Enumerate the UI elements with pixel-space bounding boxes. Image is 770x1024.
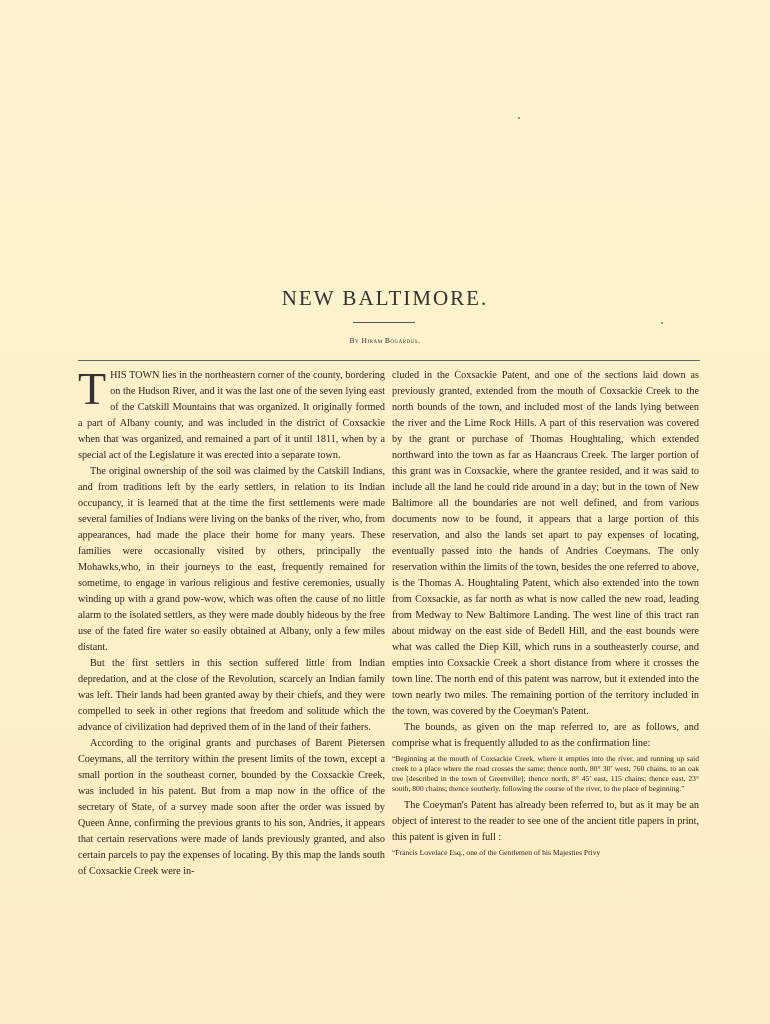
paragraph: The original ownership of the soil was claimed by the Catskill Indians, and from traditions left by the early settlers, in relation to its Indian occupancy, it is learned that at the time the first settlements were made several families of Indians were living on the banks of the river, who, from appearances, had made the place their home for many years. These families were occasionally visited by others, principally the Mohawks,who, in their journeys to the east, frequently remained for sometime, to engage in various religious and festive ceremonies, usually winding up with a grand pow-wow, which was often the cause of no little alarm to the isolated settlers, as they were made doubly hideous by the free use of the fated fire water so easily obtained at Albany, only a few miles distant.	[78, 466, 385, 653]
paragraph: But the first settlers in this section suffered little from Indian depredation, and at the close of the Revolution, scarcely an Indian family was left. Their lands had been granted away by their chiefs, and they were compelled to seek in other regions that freedom and solitude which the advance of civilization had deprived them of in the land of their fathers.	[78, 658, 385, 733]
header-rule	[78, 360, 700, 361]
byline-author: Hiram Bogardus.	[361, 336, 421, 345]
paragraph: The bounds, as given on the map referred to, are as follows, and comprise what is frequently alluded to as the confirmation line:	[392, 722, 699, 749]
article-byline	[0, 336, 770, 345]
title-rule	[353, 322, 415, 323]
right-column	[392, 368, 699, 858]
paper-speck	[661, 322, 663, 324]
paragraph-text: HIS TOWN lies in the northeastern corner of the county, bordering on the Hudson River, and it was the last one of the seven lying east of the Catskill Mountains that was organized. It originally formed a part of Albany county, and was included in the district of Coxsackie when that was organized, and remained a part of it until 1811, when by a special act of the Legislature it was erected into a separate town.	[78, 370, 385, 461]
paragraph: cluded in the Coxsackie Patent, and one of the sections laid down as previously granted, extended from the mouth of Coxsackie Creek to the north bounds of the town, and included most of the lands lying between the river and the Lime Rock Hills. A part of this reservation was covered by the grant or purchase of Thomas Houghtaling, which extended northward into the town as far as Haancraus Creek. The larger portion of this grant was in Coxsackie, where the grantee resided, and it was said to include all the land he could ride around in a day; but in the town of New Baltimore all the boundaries are not well defined, and from various documents now to be found, it appears that a large portion of this reservation, and also the lands set apart to pay expenses of locating, eventually passed into the hands of Andries Coeymans. The only reservation within the limits of the town, besides the one referred to above, is the Thomas A. Houghtaling Patent, which also extended into the town from Coxsackie, as far north as what is now called the new road, leading from Medway to New Baltimore Landing. The west line of this tract ran about midway on the east side of Bedell Hill, and the east bounds were what was called the Diep Kill, which runs in a southeasterly course, and empties into Coxsackie Creek a short distance from where it crosses the town line. The north end of this patent was narrow, but it extended into the town nearly two miles. The remaining portion of the territory included in the town, was covered by the Coeyman's Patent.	[392, 370, 699, 717]
paragraph: The Coeyman's Patent has already been referred to, but as it may be an object of interest to the reader to see one of the ancient title papers in print, this patent is given in full :	[392, 800, 699, 843]
paper-speck	[518, 117, 520, 119]
patent-quote-start: “Francis Lovelace Esq., one of the Gentlemen of his Majesties Privy	[392, 848, 601, 857]
boundary-quote: “Beginning at the mouth of Coxsackie Creek, where it empties into the river, and running up said creek to a place where the road crosses the same; thence north, 80° 30’ west, 760 chains, to an oak tree [described in the town of Greenville]; thence north, 8° 45’ east, 115 chains; thence east, 23° south, 800 chains; thence southerly, following the course of the river, to the place of beginning.”	[392, 754, 699, 793]
paragraph	[78, 363, 385, 464]
article-title: NEW BALTIMORE.	[281, 286, 489, 310]
left-column	[78, 363, 385, 880]
drop-cap: T	[78, 363, 107, 414]
paragraph: According to the original grants and purchases of Barent Pietersen Coeymans, all the territory within the present limits of the town, except a small portion in the southeast corner, bounded by the Coxsackie Creek, was included in his patent. But from a map now in the office of the secretary of State, of a survey made soon after the order was issued by Queen Anne, confirming the previous grants to his son, Andries, it appears that certain reservations were made of lands previously granted, and also certain parcels to pay the expenses of locating. By this map the lands south of Coxsackie Creek were in-	[78, 738, 385, 877]
byline-prefix: By	[349, 336, 362, 345]
